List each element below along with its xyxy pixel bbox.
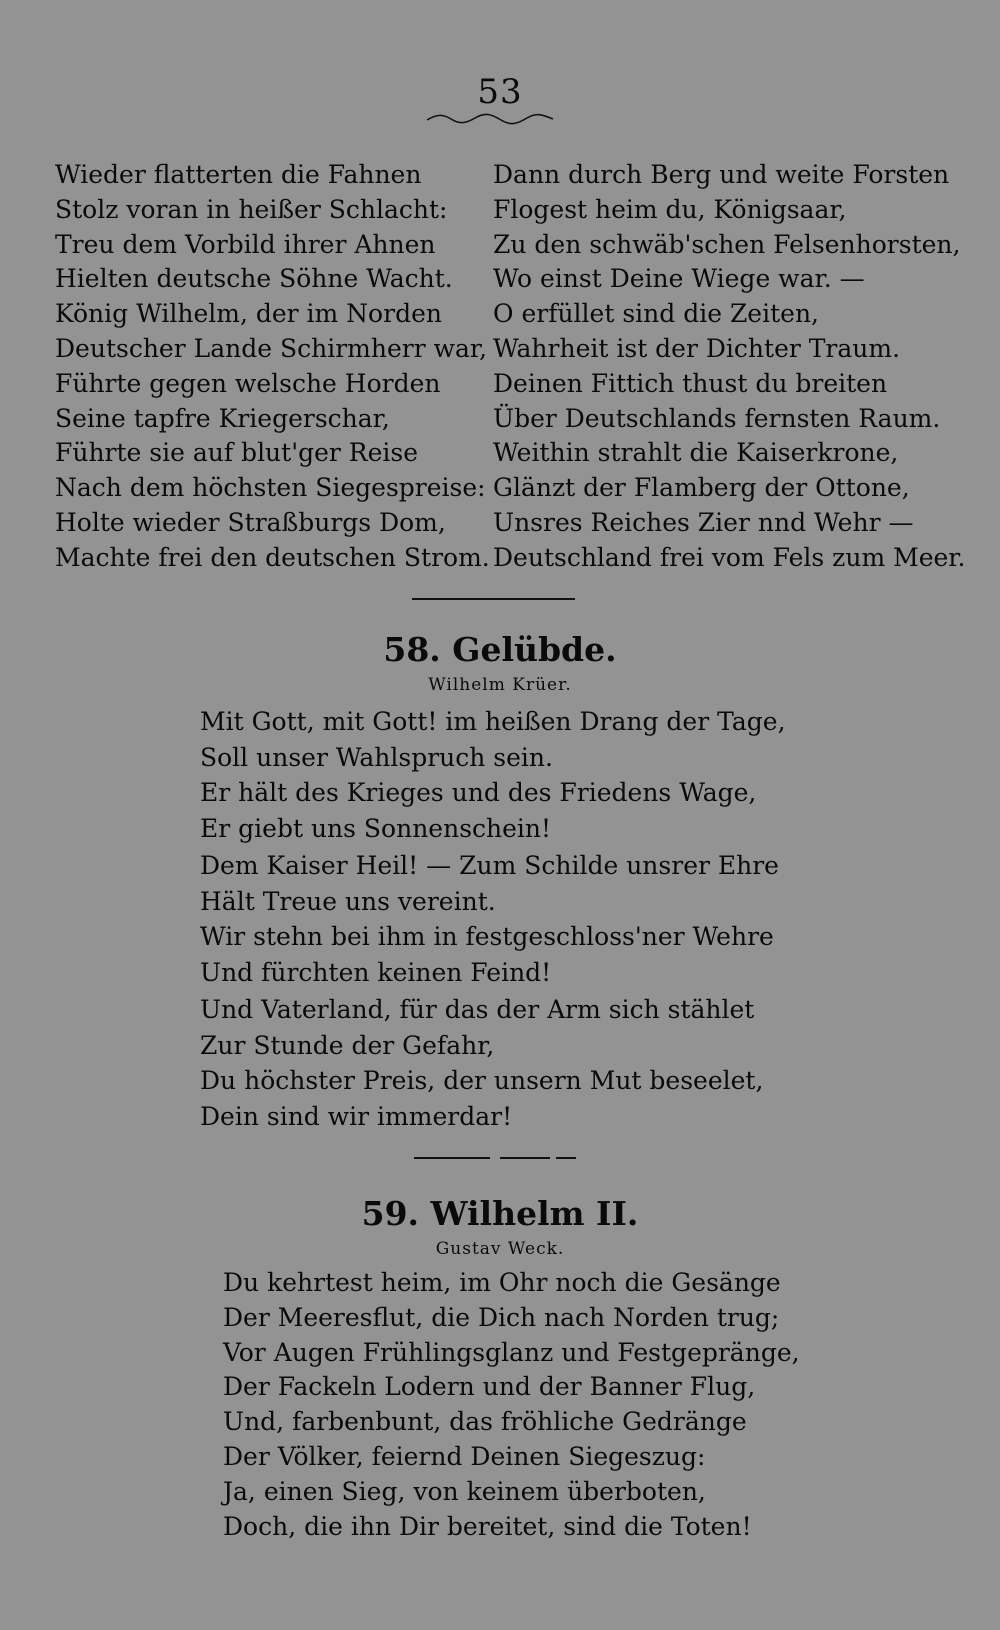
- verse-line: Wieder flatterten die Fahnen: [55, 160, 422, 189]
- verse-line: Glänzt der Flamberg der Ottone,: [493, 473, 910, 503]
- verse-line: Und fürchten keinen Feind!: [200, 957, 552, 987]
- page-number-flourish: [425, 112, 555, 126]
- verse-line: Holte wieder Straßburgs Dom,: [55, 507, 446, 537]
- section-divider: [414, 1157, 490, 1159]
- poem-58-stanza-2: [200, 848, 779, 990]
- verse-line: Hielten deutsche Söhne Wacht.: [55, 264, 453, 294]
- verse-line: Unsres Reiches Zier nnd Wehr —: [493, 507, 914, 537]
- poem-59-stanza-1: [223, 1266, 800, 1544]
- verse-line: Über Deutschlands fernsten Raum.: [493, 403, 941, 433]
- verse-line: Wo einst Deine Wiege war. —: [493, 264, 865, 294]
- section-divider: [500, 1157, 550, 1159]
- verse-line: Dann durch Berg und weite Forsten: [493, 160, 950, 189]
- verse-line: Deutschland frei vom Fels zum Meer.: [493, 542, 966, 572]
- verse-line: Nach dem höchsten Siegespreise:: [55, 473, 486, 503]
- verse-line: Führte gegen welsche Horden: [55, 368, 441, 398]
- verse-line: Doch, die ihn Dir bereitet, sind die Toten!: [223, 1511, 752, 1541]
- verse-line: Der Meeresflut, die Dich nach Norden trug;: [223, 1302, 780, 1332]
- verse-line: Hält Treue uns vereint.: [200, 886, 496, 916]
- verse-line: Und Vaterland, für das der Arm sich stählet: [200, 995, 755, 1024]
- verse-line: Du höchster Preis, der unsern Mut beseelet,: [200, 1066, 764, 1095]
- verse-line: Mit Gott, mit Gott! im heißen Drang der Tage,: [200, 707, 786, 736]
- verse-line: Soll unser Wahlspruch sein.: [200, 742, 553, 772]
- verse-line: Er hält des Krieges und des Friedens Wage,: [200, 778, 757, 807]
- verse-line: Treu dem Vorbild ihrer Ahnen: [55, 229, 436, 259]
- poem-58-author: Wilhelm Krüer.: [428, 675, 572, 695]
- verse-line: Wir stehn bei ihm in festgeschloss'ner Wehre: [200, 922, 774, 951]
- verse-line: Führte sie auf blut'ger Reise: [55, 438, 419, 468]
- section-divider: [556, 1157, 576, 1159]
- verse-line: Ja, einen Sieg, von keinem überboten,: [223, 1476, 706, 1506]
- verse-line: Und, farbenbunt, das fröhliche Gedränge: [223, 1407, 747, 1437]
- verse-line: Deinen Fittich thust du breiten: [493, 368, 888, 398]
- verse-line: Wahrheit ist der Dichter Traum.: [493, 333, 901, 363]
- verse-line: O erfüllet sind die Zeiten,: [493, 299, 819, 329]
- verse-line: Der Fackeln Lodern und der Banner Flug,: [223, 1372, 756, 1402]
- verse-line: Du kehrtest heim, im Ohr noch die Gesänge: [223, 1268, 781, 1297]
- top-poem-left-column: [55, 158, 490, 576]
- page-number: 53: [477, 72, 523, 112]
- poem-59-author: Gustav Weck.: [435, 1239, 565, 1259]
- poem-58-title: 58. Gelübde.: [383, 630, 617, 669]
- verse-line: Weithin strahlt die Kaiserkrone,: [493, 438, 899, 468]
- verse-line: Stolz voran in heißer Schlacht:: [55, 194, 448, 224]
- verse-line: Der Völker, feiernd Deinen Siegeszug:: [223, 1441, 706, 1471]
- verse-line: König Wilhelm, der im Norden: [55, 299, 442, 329]
- verse-line: Zu den schwäb'schen Felsenhorsten,: [493, 229, 961, 259]
- verse-line: Er giebt uns Sonnenschein!: [200, 813, 552, 843]
- verse-line: Flogest heim du, Königsaar,: [493, 194, 847, 224]
- verse-line: Seine tapfre Kriegerschar,: [55, 403, 390, 433]
- verse-line: Vor Augen Frühlingsglanz und Festgepränge,: [223, 1337, 800, 1367]
- verse-line: Zur Stunde der Gefahr,: [200, 1030, 495, 1060]
- verse-line: Dein sind wir immerdar!: [200, 1101, 513, 1131]
- top-poem-right-column: [493, 158, 965, 576]
- section-divider: [412, 598, 575, 600]
- verse-line: Dem Kaiser Heil! — Zum Schilde unsrer Ehre: [200, 851, 779, 880]
- verse-line: Machte frei den deutschen Strom.: [55, 542, 490, 572]
- poem-58-stanza-3: [200, 992, 763, 1134]
- poem-59-title: 59. Wilhelm II.: [361, 1194, 639, 1233]
- verse-line: Deutscher Lande Schirmherr war,: [55, 333, 488, 363]
- poem-58-stanza-1: [200, 704, 786, 846]
